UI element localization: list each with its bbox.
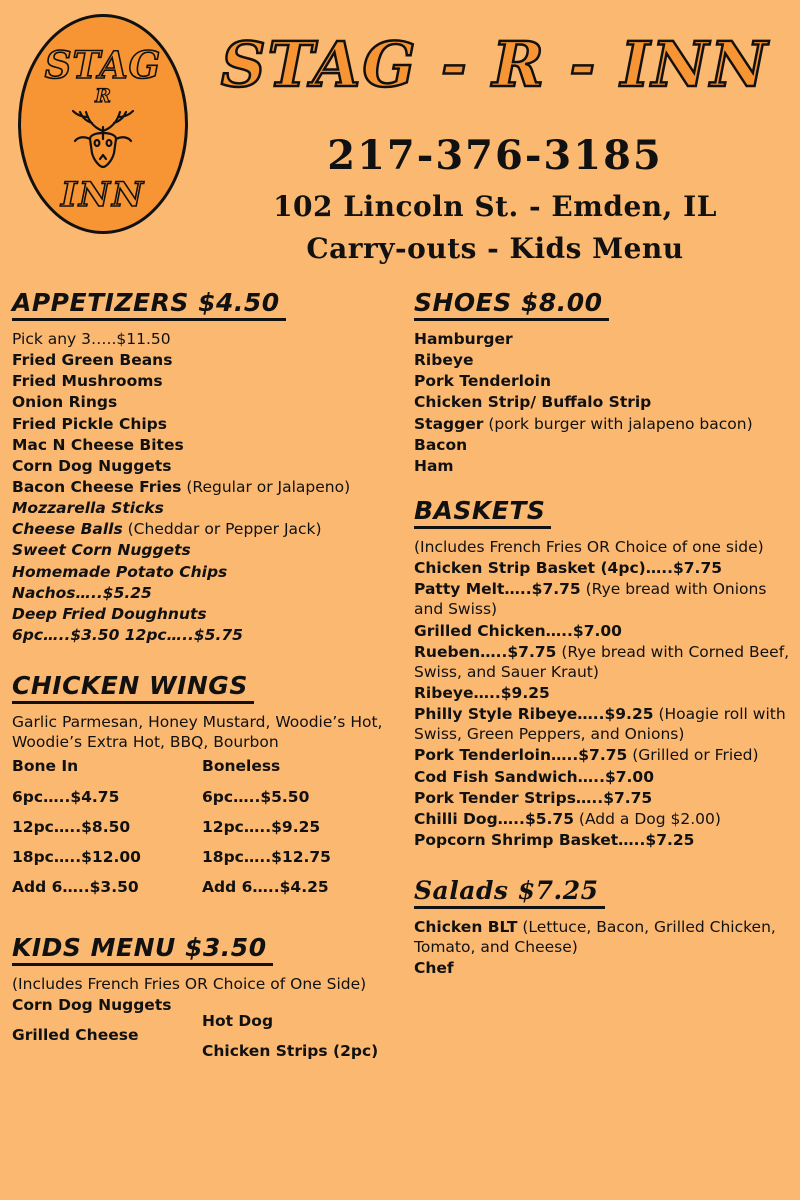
- menu-item-note: (Grilled or Fried): [627, 746, 759, 765]
- section-baskets: [414, 496, 790, 850]
- menu-item-name: Chilli Dog…..$5.75: [414, 809, 574, 828]
- wings-price: 6pc…..$4.75: [12, 787, 120, 806]
- baskets-heading: BASKETS: [414, 496, 551, 529]
- baskets-note: (Includes French Fries OR Choice of one side): [414, 537, 764, 556]
- menu-item-name: Patty Melt…..$7.75: [414, 580, 581, 599]
- wings-price: 12pc…..$8.50: [12, 817, 131, 836]
- menu-header: [0, 0, 800, 278]
- menu-item-name: Pork Tender Strips…..$7.75: [414, 788, 653, 807]
- menu-item-note: (pork burger with jalapeno bacon): [483, 414, 753, 433]
- wings-price: Add 6…..$4.25: [202, 877, 329, 896]
- menu-item-name: Rueben…..$7.75: [414, 642, 557, 661]
- phone-number: 217-376-3185: [327, 132, 663, 179]
- kids-column-2: [202, 995, 392, 1071]
- section-appetizers: [12, 288, 392, 645]
- wings-heading: CHICKEN WINGS: [12, 671, 254, 704]
- kids-items-grid: [12, 995, 392, 1071]
- menu-item-name: Chicken Strips (2pc): [202, 1042, 379, 1061]
- menu-item-name: Sweet Corn Nuggets: [12, 541, 191, 560]
- wings-price: Add 6…..$3.50: [12, 877, 139, 896]
- menu-item-name: Chef: [414, 959, 454, 978]
- menu-item-name: Mozzarella Sticks: [12, 499, 164, 518]
- menu-item-name: Cheese Balls: [12, 520, 123, 539]
- menu-item-name: Pork Tenderloin…..$7.75: [414, 746, 628, 765]
- menu-item-name: Cod Fish Sandwich…..$7.00: [414, 767, 654, 786]
- menu-item-name: Bacon: [414, 435, 468, 454]
- menu-item-name: Ribeye: [414, 351, 474, 370]
- menu-item-name: Stagger: [414, 414, 484, 433]
- section-salads: [414, 876, 790, 978]
- menu-item-name: Philly Style Ribeye…..$9.25: [414, 705, 654, 724]
- menu-item-name: Homemade Potato Chips: [12, 562, 228, 581]
- menu-item-name: Chicken BLT: [414, 918, 518, 937]
- menu-item-name: Nachos…..$5.25: [12, 583, 152, 602]
- menu-item-note: (Add a Dog $2.00): [573, 809, 721, 828]
- menu-item-note: (Rye bread with Corned Beef, Swiss, and Sauer Kraut): [414, 642, 790, 681]
- menu-item-name: Bacon Cheese Fries: [12, 477, 182, 496]
- address-line: 102 Lincoln St. - Emden, IL: [273, 190, 717, 223]
- wings-price: 18pc…..$12.75: [202, 847, 331, 866]
- logo-text-bottom: INN: [60, 175, 146, 215]
- kids-menu-note: (Includes French Fries OR Choice of One Side): [12, 975, 367, 994]
- carryouts-line: Carry-outs - Kids Menu: [306, 232, 684, 265]
- menu-item-name: Fried Pickle Chips: [12, 414, 167, 433]
- restaurant-logo: [18, 14, 188, 234]
- menu-item-name: Ham: [414, 456, 454, 475]
- menu-item-name: Hamburger: [414, 330, 513, 348]
- wings-bone-in-label: Bone In: [12, 757, 79, 776]
- section-kids-menu: [12, 933, 392, 1071]
- menu-item-name: Onion Rings: [12, 393, 118, 412]
- menu-item-name: Fried Mushrooms: [12, 372, 163, 391]
- menu-item-name: Ribeye…..$9.25: [414, 683, 550, 702]
- menu-item-note: (Lettuce, Bacon, Grilled Chicken, Tomato, and Cheese): [414, 918, 776, 957]
- menu-item-name: Mac N Cheese Bites: [12, 435, 184, 454]
- menu-item-note: (Rye bread with Onions and Swiss): [414, 580, 767, 619]
- wings-boneless-label: Boneless: [202, 757, 281, 776]
- logo-text-middle: R: [95, 85, 111, 107]
- menu-columns: [0, 288, 800, 1076]
- shoes-heading: SHOES $8.00: [414, 288, 609, 321]
- salads-heading: Salads $7.25: [414, 876, 605, 909]
- appetizers-heading: APPETIZERS $4.50: [12, 288, 286, 321]
- wings-boneless-column: [202, 756, 392, 907]
- logo-text-top: STAG: [44, 43, 162, 87]
- menu-item-name: Pick any 3…..$11.50: [12, 330, 171, 348]
- menu-item-name: Grilled Chicken…..$7.00: [414, 621, 622, 640]
- menu-item-name: Grilled Cheese: [12, 1026, 139, 1045]
- wings-price: 18pc…..$12.00: [12, 847, 141, 866]
- wings-price: 12pc…..$9.25: [202, 817, 321, 836]
- page-title: STAG - R - INN: [220, 28, 770, 101]
- menu-item-name: 6pc…..$3.50 12pc…..$5.75: [12, 625, 243, 644]
- menu-item-note: (Regular or Jalapeno): [181, 477, 351, 496]
- menu-item-name: Fried Green Beans: [12, 351, 173, 370]
- wings-bone-in-column: [12, 756, 202, 907]
- menu-item-name: Pork Tenderloin: [414, 372, 551, 391]
- menu-item-name: Corn Dog Nuggets: [12, 456, 172, 475]
- menu-item-name: Chicken Strip Basket (4pc)…..$7.75: [414, 559, 723, 578]
- wings-price: 6pc…..$5.50: [202, 787, 310, 806]
- section-shoes: [414, 288, 790, 476]
- menu-item-name: Deep Fried Doughnuts: [12, 604, 207, 623]
- kids-column-1: [12, 995, 202, 1071]
- kids-menu-heading: KIDS MENU $3.50: [12, 933, 273, 966]
- wings-price-grid: [12, 756, 392, 907]
- menu-item-name: Popcorn Shrimp Basket…..$7.25: [414, 830, 695, 849]
- menu-item-name: Hot Dog: [202, 1012, 274, 1031]
- section-chicken-wings: [12, 671, 392, 907]
- wings-flavors: Garlic Parmesan, Honey Mustard, Woodie’s Hot, Woodie’s Extra Hot, BBQ, Bourbon: [12, 713, 383, 752]
- menu-item-note: (Cheddar or Pepper Jack): [122, 520, 322, 539]
- menu-item-note: (Hoagie roll with Swiss, Green Peppers, and Onions): [414, 705, 786, 744]
- menu-item-name: Chicken Strip/ Buffalo Strip: [414, 393, 652, 412]
- menu-item-name: Corn Dog Nuggets: [12, 996, 172, 1015]
- left-column: [0, 288, 400, 1076]
- right-column: [400, 288, 800, 1076]
